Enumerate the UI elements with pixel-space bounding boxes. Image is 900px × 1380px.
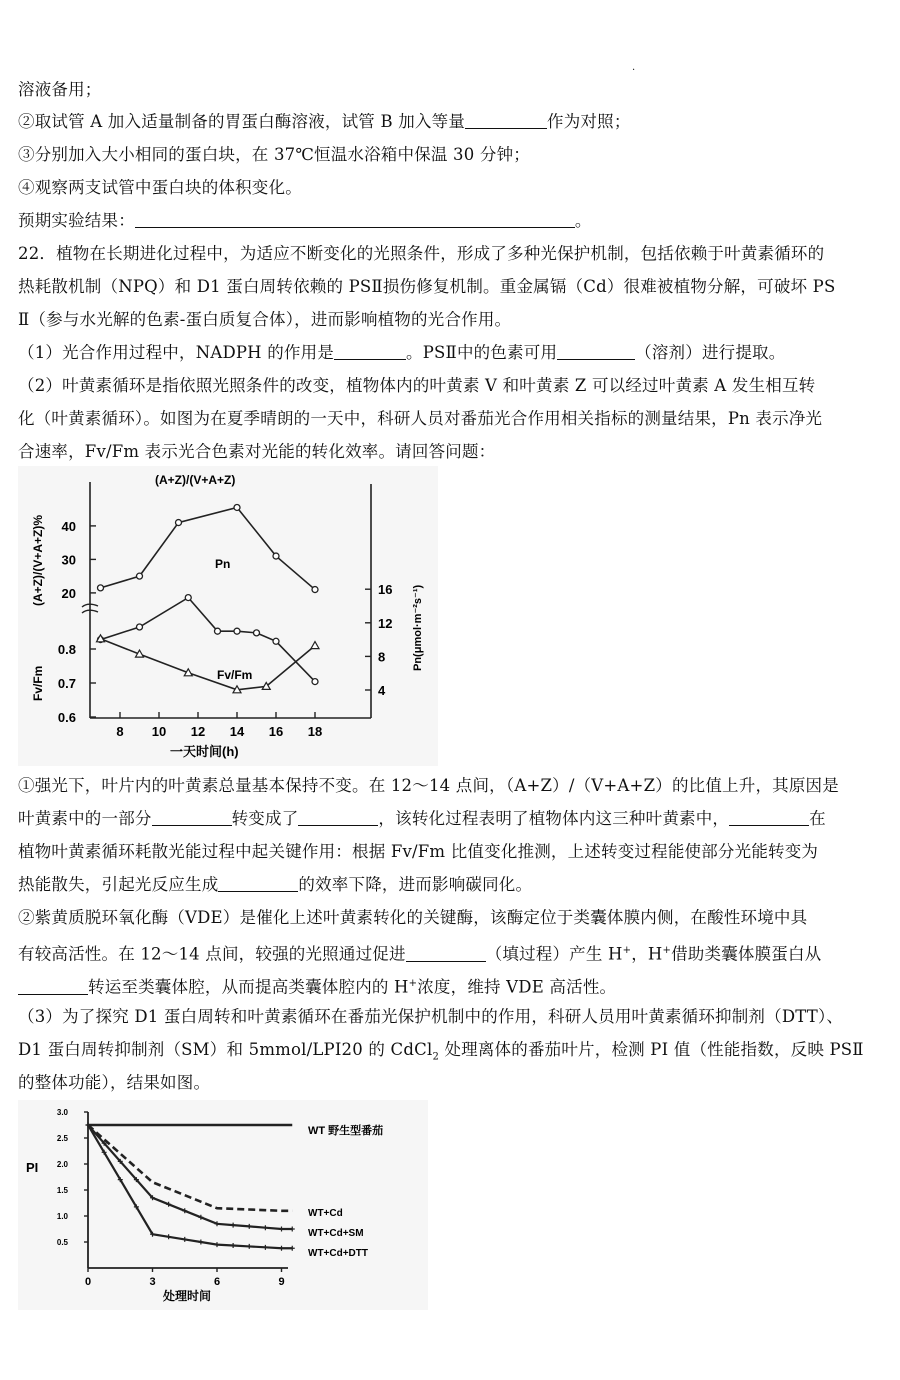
wt-cd-dtt-legend: WT+Cd+DTT [308,1248,368,1259]
text-line: Ⅱ（参与水光解的色素-蛋白质复合体），进而影响植物的光合作用。 [18,310,512,329]
x-tick-label: 16 [268,724,284,739]
text-line: 的整体功能），结果如图。 [18,1073,211,1092]
wt-legend: WT 野生型番茄 [308,1125,384,1137]
xanthophyll-ratio-point [98,585,104,591]
text-line: 热耗散机制（NPQ）和 D1 蛋白周转依赖的 PSⅡ损伤修复机制。重金属镉（Cd）很难被植物分解，可破坏 PS [18,277,836,296]
text-line: ②取试管 A 加入适量制备的胃蛋白酶溶液，试管 B 加入等量 作为对照； [18,112,631,131]
xanthophyll-ratio-point [234,504,240,510]
y-label-lower: Fv/Fm [31,665,45,701]
scan-speck: . [632,62,636,73]
y-tick-label: 1.0 [56,1212,68,1221]
text-line: ②紫黄质脱环氧化酶（VDE）是催化上述叶黄素转化的关键酶，该酶定位于类囊体膜内侧，在酸性环境中具 [18,908,808,927]
pn-point [234,628,240,634]
text-line: （2）叶黄素循环是指依照光照条件的改变，植物体内的叶黄素 V 和叶黄素 Z 可以经过叶黄素 A 发生相互转 [18,376,816,395]
text-line: 植物叶黄素循环耗散光能过程中起关键作用：根据 Fv/Fm 比值变化推测，上述转变过程能使部分光能转变为 [18,842,819,861]
text-line: 热能散失，引起光反应生成 的效率下降，进而影响碳同化。 [18,875,533,894]
right-tick-label: 12 [378,615,393,631]
text-line: 22．植物在长期进化过程中，为适应不断变化的光照条件，形成了多种光保护机制，包括依赖于叶黄素循环的 [18,244,825,263]
y-tick-label: 0.6 [57,710,76,725]
y-tick-label: 0.7 [57,676,76,691]
answer-blank[interactable] [135,211,575,228]
answer-blank[interactable] [729,809,809,826]
chart-background [18,466,438,766]
pn-point [312,679,318,685]
diurnal-chart [18,466,438,766]
text-line: ①强光下，叶片内的叶黄素总量基本保持不变。在 12～14 点间，（A+Z）/（V+A+Z）的比值上升，其原因是 [18,776,839,795]
right-tick-label: 16 [378,582,393,598]
pn-point [137,624,143,630]
superscript: + [662,945,672,956]
y-label-upper: (A+Z)/(V+A+Z)% [31,514,45,606]
chart-title: (A+Z)/(V+A+Z) [155,473,236,487]
superscript: + [408,978,418,989]
y-tick-label: 0.8 [57,642,76,657]
xanthophyll-ratio-point [312,587,318,593]
x-tick-label: 18 [307,724,323,739]
answer-blank[interactable] [152,809,232,826]
xanthophyll-ratio-point [273,553,279,559]
x-tick-label: 9 [278,1276,285,1288]
xanthophyll-ratio-point [137,573,143,579]
pn-point [254,630,260,636]
x-tick-label: 10 [151,724,167,739]
superscript: + [622,945,632,956]
pn-point [185,595,191,601]
text-line: ④观察两支试管中蛋白块的体积变化。 [18,178,302,197]
y-tick-label: 1.5 [56,1186,68,1195]
answer-blank[interactable] [465,112,547,129]
text-line: 有较高活性。在 12～14 点间，较强的光照通过促进 （填过程）产生 H+，H+借助类囊体膜蛋白从 [18,944,822,964]
answer-blank[interactable] [557,343,635,360]
text-line: D1 蛋白周转抑制剂（SM）和 5mmol/LPI20 的 CdCl$_2$ 处理离体的番茄叶片，检测 PI 值（性能指数，反映 PSⅡ [18,1040,864,1063]
pi-chart [18,1100,428,1310]
x-tick-label: 6 [213,1276,221,1288]
x-tick-label: 3 [149,1276,156,1288]
answer-blank[interactable] [334,343,406,360]
y-label-right: Pn(μmol·m⁻²s⁻¹) [412,584,424,671]
x-tick-label: 0 [84,1276,92,1288]
x-tick-label: 8 [116,724,124,739]
text-line: 叶黄素中的一部分 转变成了 ，该转化过程表明了植物体内这三种叶黄素中， 在 [18,809,826,828]
right-tick-label: 4 [378,683,386,698]
x-tick-label: 14 [229,724,245,739]
pn-point [273,638,279,644]
answer-blank[interactable] [406,945,486,962]
pn-point [215,628,221,634]
text-line: （1）光合作用过程中，NADPH 的作用是 。PSⅡ中的色素可用 （溶剂）进行提取。 [18,343,786,362]
right-tick-label: 8 [378,649,386,665]
answer-blank[interactable] [298,809,378,826]
subscript: 2 [432,1051,439,1063]
fvfm-label: Fv/Fm [217,668,253,682]
wt-cd-legend: WT+Cd [308,1208,343,1219]
y-tick-label: 40 [61,518,76,534]
text-line: ③分别加入大小相同的蛋白块，在 37℃恒温水浴箱中保温 30 分钟； [18,145,530,164]
answer-blank[interactable] [18,978,88,995]
y-tick-label: 0.5 [56,1238,68,1247]
y-tick-label: 2.0 [56,1160,68,1169]
y-tick-label: 20 [61,585,76,601]
x-axis-label: 处理时间 [163,1289,212,1303]
y-tick-label: 30 [61,552,76,568]
answer-blank[interactable] [218,875,298,892]
pn-label: Pn [215,557,231,571]
text-line: （3）为了探究 D1 蛋白周转和叶黄素循环在番茄光保护机制中的作用，科研人员用叶黄素循环抑制剂（DTT）、 [18,1007,844,1026]
text-line: 合速率，Fv/Fm 表示光合色素对光能的转化效率。请回答问题： [18,442,496,461]
text-line: 化（叶黄素循环）。如图为在夏季晴朗的一天中，科研人员对番茄光合作用相关指标的测量结果，Pn 表示净光 [18,409,823,428]
y-tick-label: 3.0 [56,1108,68,1117]
y-tick-label: 2.5 [56,1134,68,1143]
y-axis-label: PI [26,1160,39,1175]
text-line: 溶液备用； [18,80,102,99]
text-line: 预期实验结果： 。 [18,211,592,230]
x-tick-label: 12 [190,724,206,739]
xanthophyll-ratio-point [176,520,182,526]
x-axis-label: 一天时间(h) [170,744,239,759]
wt-cd-sm-legend: WT+Cd+SM [308,1228,364,1239]
text-line: 转运至类囊体腔，从而提高类囊体腔内的 H+浓度，维持 VDE 高活性。 [18,974,616,998]
